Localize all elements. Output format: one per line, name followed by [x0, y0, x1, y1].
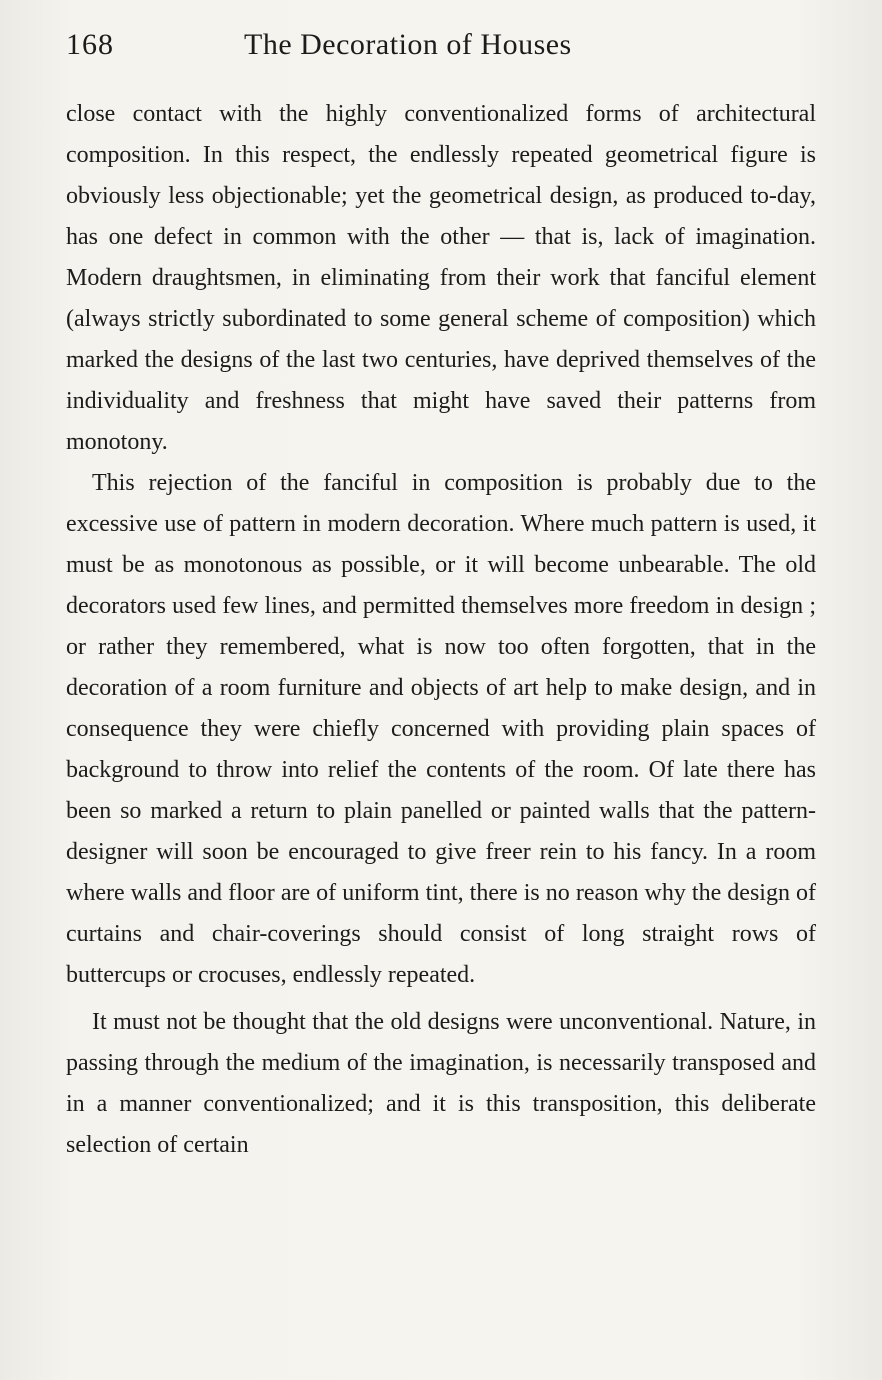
- running-title: The Decoration of Houses: [244, 28, 572, 61]
- paragraph-2: This rejection of the fanciful in composition is probably due to the excessive use of pattern in modern decoration. Where much pattern is used, it must be as monotonous as possible, or it will become unbearable. The old decorators used few lines, and permitted themselves more freedom in design ; or rather they remembered, what is now too often forgotten, that in the decoration of a room furniture and objects of art help to make design, and in consequence they were chiefly concerned with providing plain spaces of background to throw into relief the contents of the room. Of late there has been so marked a return to plain panelled or painted walls that the pattern-designer will soon be encouraged to give freer rein to his fancy. In a room where walls and floor are of uniform tint, there is no reason why the design of curtains and chair-coverings should consist of long straight rows of buttercups or crocuses, endlessly repeated.: [66, 470, 816, 988]
- page-number: 168: [66, 28, 114, 61]
- body-text: [66, 94, 816, 1166]
- page-header: [66, 28, 816, 72]
- paragraph-3: It must not be thought that the old designs were unconventional. Nature, in passing through the medium of the imagination, is necessarily transposed and in a manner conventionalized; and it is this transposition, this deliberate selection of certain: [66, 1009, 816, 1158]
- paragraph-1: close contact with the highly conventionalized forms of architectural composition. In this respect, the endlessly repeated geometrical figure is obviously less objectionable; yet the geometrical design, as produced to-day, has one defect in common with the other — that is, lack of imagination. Modern draughtsmen, in eliminating from their work that fanciful element (always strictly subordinated to some general scheme of composition) which marked the designs of the last two centuries, have deprived themselves of the individuality and freshness that might have saved their patterns from monotony.: [66, 101, 816, 455]
